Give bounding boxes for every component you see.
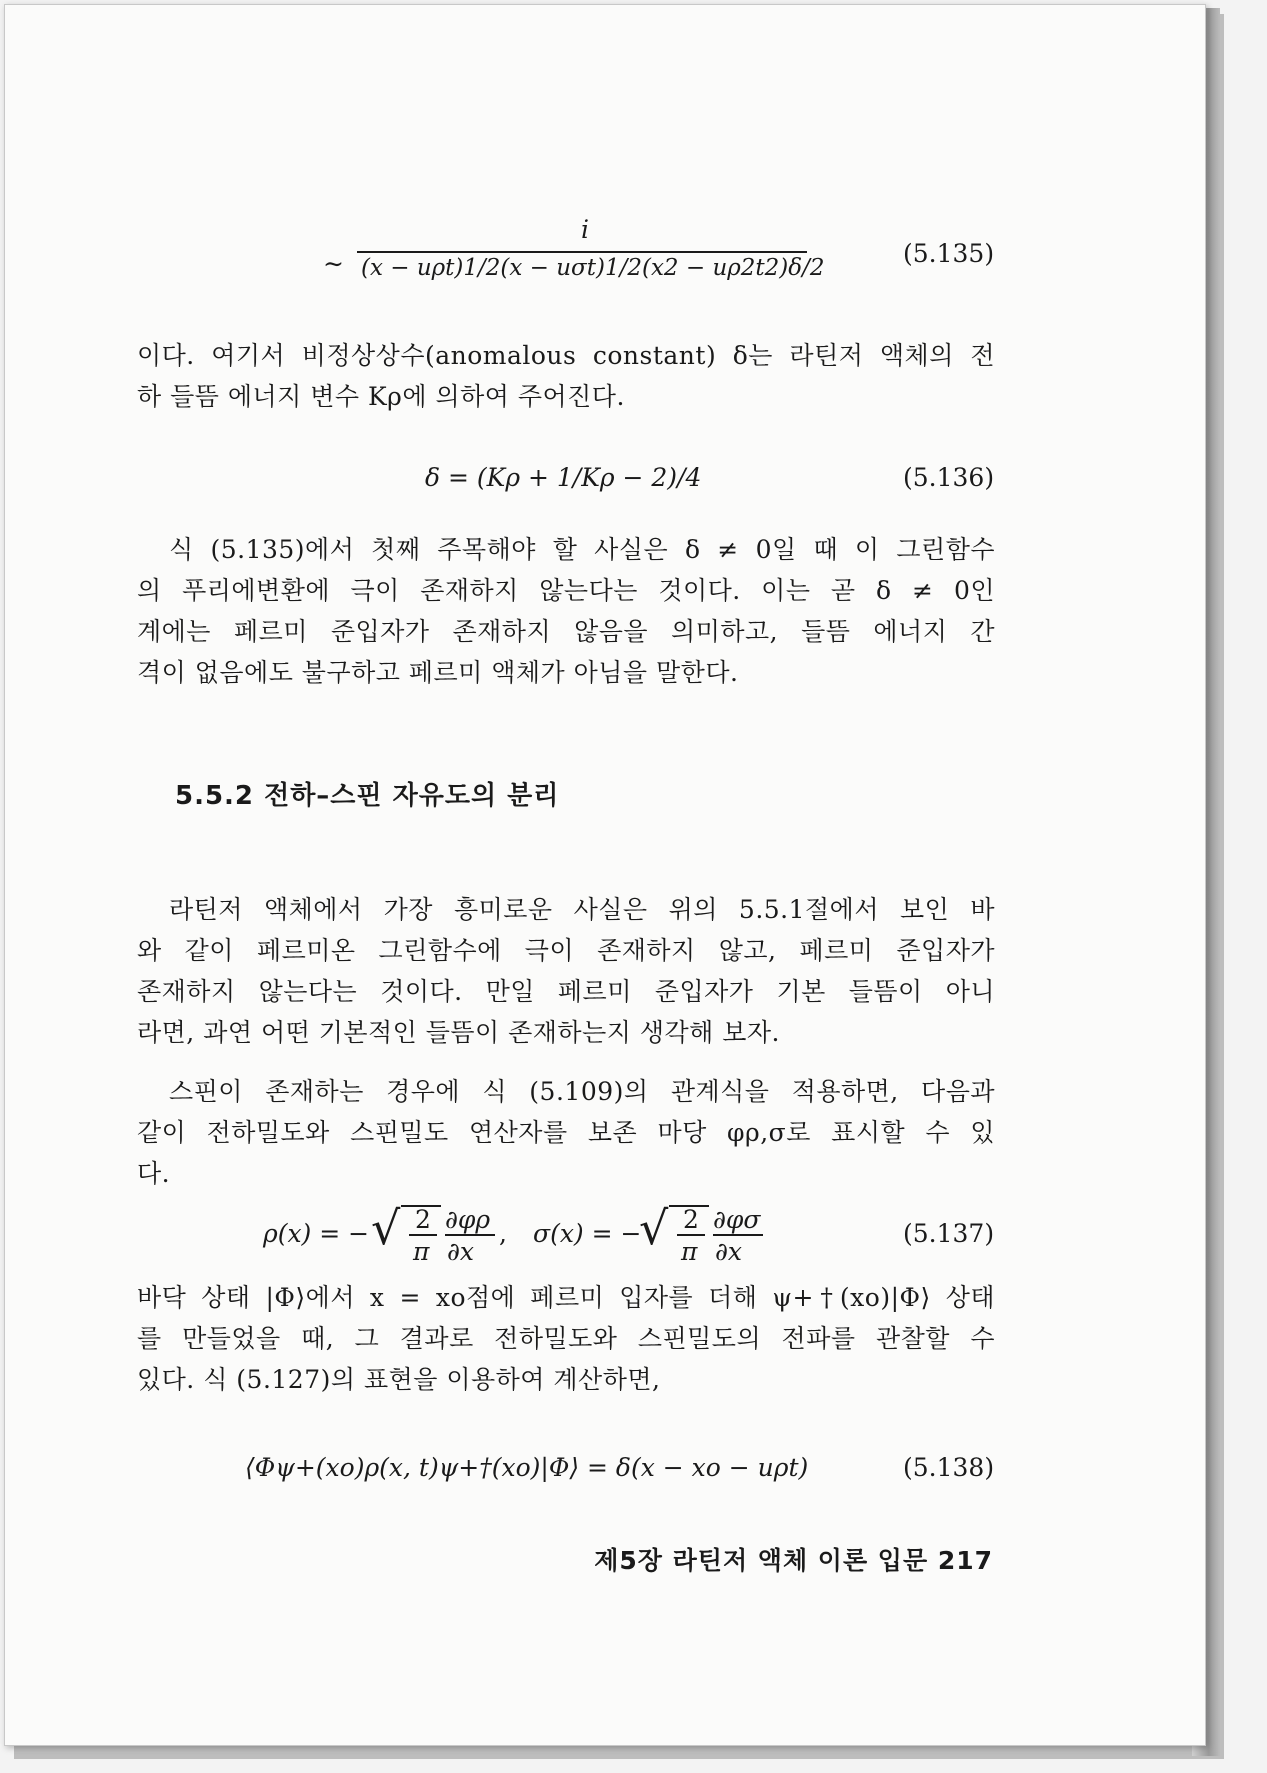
paragraph-2 [137, 529, 995, 693]
fraction-line [713, 1234, 763, 1236]
equation-number: (5.135) [903, 239, 995, 268]
page-footer: 제5장 라틴저 액체 이론 입문 217 [594, 1546, 993, 1575]
book-page [4, 4, 1206, 1746]
sqrt-numerator: 2 [683, 1205, 699, 1234]
text-line: 를 만들었을 때, 그 결과로 전하밀도와 스핀밀도의 전파를 관찰할 수 [137, 1324, 995, 1353]
fraction-line [357, 251, 807, 253]
eq-numerator: i [581, 215, 589, 244]
fraction-line [409, 1234, 437, 1236]
eq-body: ⟨Φψ+(xo)ρ(x, t)ψ+†(xo)|Φ⟩ = δ(x − xo − uρt) [245, 1453, 809, 1482]
sqrt-sign: √ [371, 1201, 401, 1255]
sqrt-sign: √ [639, 1201, 669, 1255]
section-heading: 5.5.2 전하–스핀 자유도의 분리 [175, 781, 560, 811]
text-line: 있다. 식 (5.127)의 표현을 이용하여 계산하면, [137, 1365, 661, 1394]
text-line: 와 같이 페르미온 그린함수에 극이 존재하지 않고, 페르미 준입자가 [137, 936, 995, 965]
text-line: 격이 없음에도 불구하고 페르미 액체가 아님을 말한다. [137, 658, 739, 687]
text-line: 같이 전하밀도와 스핀밀도 연산자를 보존 마당 φρ,σ로 표시할 수 있 [137, 1118, 995, 1147]
text-line: 하 들뜸 에너지 변수 Kρ에 의하여 주어진다. [137, 382, 625, 411]
paragraph-4 [137, 1071, 995, 1194]
fraction-line [445, 1234, 495, 1236]
paragraph-1 [137, 335, 995, 417]
eq-lhs-sigma: σ(x) = − [533, 1219, 642, 1248]
sqrt-denominator: π [681, 1237, 698, 1266]
text-line: 다. [137, 1159, 171, 1188]
paragraph-5 [137, 1277, 995, 1400]
eq-body: δ = (Kρ + 1/Kρ − 2)/4 [425, 463, 702, 492]
deriv-denominator: ∂x [715, 1237, 743, 1266]
eq-prefix: ∼ [323, 249, 344, 278]
sqrt-denominator: π [413, 1237, 430, 1266]
deriv-denominator: ∂x [447, 1237, 475, 1266]
text-line: 스핀이 존재하는 경우에 식 (5.109)의 관계식을 적용하면, 다음과 [169, 1077, 995, 1106]
text-line: 식 (5.135)에서 첫째 주목해야 할 사실은 δ ≠ 0일 때 이 그린함수 [169, 535, 995, 564]
text-line: 의 푸리에변환에 극이 존재하지 않는다는 것이다. 이는 곧 δ ≠ 0인 [137, 576, 995, 605]
equation-number: (5.136) [903, 463, 995, 492]
eq-separator: , [499, 1219, 507, 1248]
fraction-line [677, 1234, 705, 1236]
text-line: 이다. 여기서 비정상상수(anomalous constant) δ는 라틴저 액체의 전 [137, 341, 995, 370]
deriv-numerator: ∂φρ [445, 1205, 491, 1234]
text-line: 존재하지 않는다는 것이다. 만일 페르미 준입자가 기본 들뜸이 아니 [137, 977, 995, 1006]
equation-number: (5.137) [903, 1219, 995, 1248]
paragraph-3 [137, 889, 995, 1053]
text-line: 라틴저 액체에서 가장 흥미로운 사실은 위의 5.5.1절에서 보인 바 [169, 895, 995, 924]
sqrt-numerator: 2 [415, 1205, 431, 1234]
eq-lhs-rho: ρ(x) = − [263, 1219, 370, 1248]
eq-denominator: (x − uρt)1/2(x − uσt)1/2(x2 − uρ2t2)δ/2 [361, 255, 825, 281]
text-line: 계에는 페르미 준입자가 존재하지 않음을 의미하고, 들뜸 에너지 간 [137, 617, 995, 646]
text-line: 라면, 과연 어떤 기본적인 들뜸이 존재하는지 생각해 보자. [137, 1018, 780, 1047]
deriv-numerator: ∂φσ [713, 1205, 761, 1234]
text-line: 바닥 상태 |Φ⟩에서 x = xo점에 페르미 입자를 더해 ψ+†(xo)|Φ⟩ 상태 [137, 1283, 995, 1312]
equation-number: (5.138) [903, 1453, 995, 1482]
